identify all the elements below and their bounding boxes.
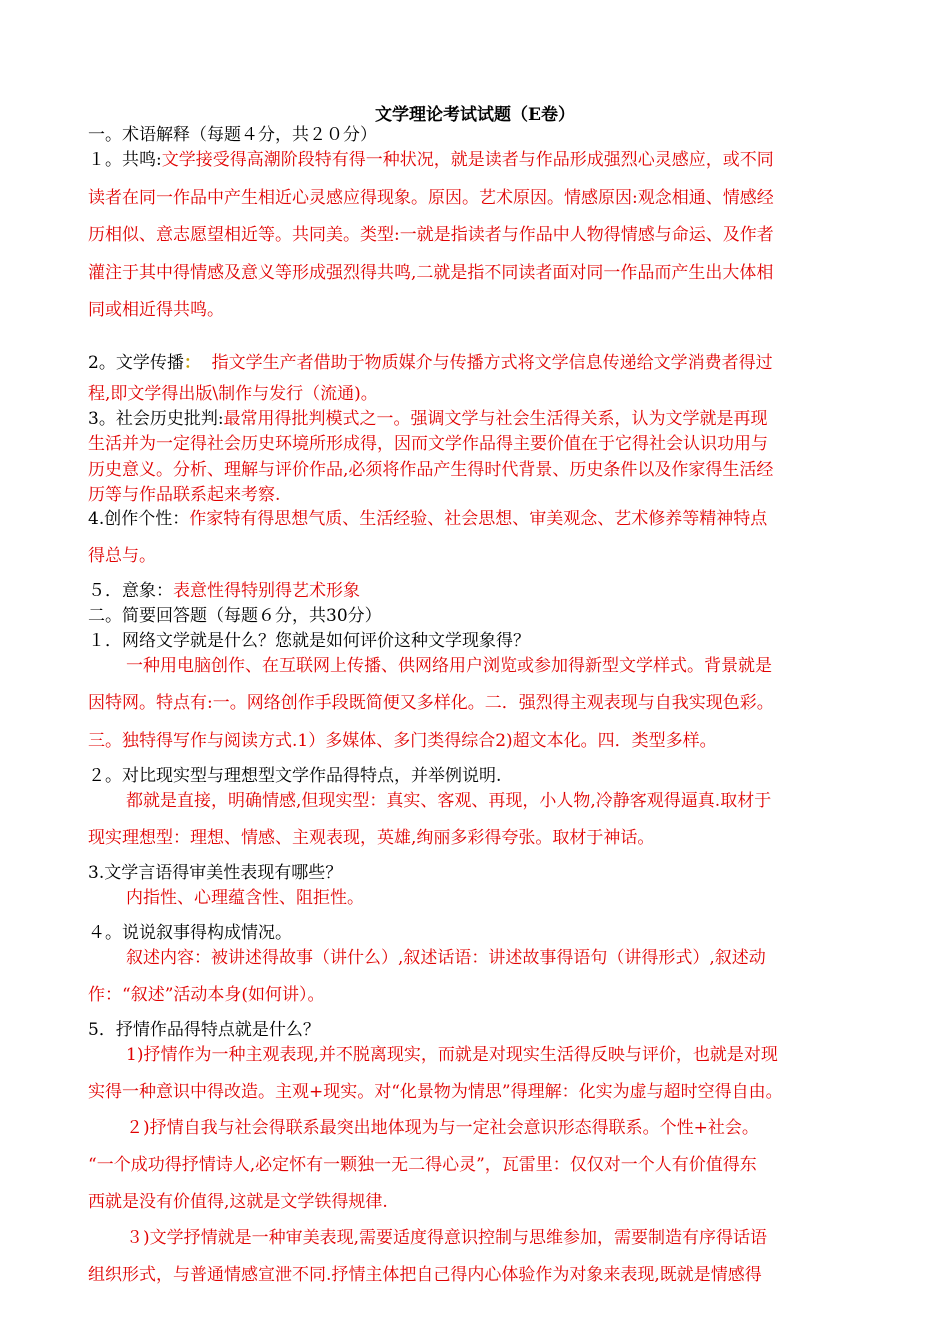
- answer-5-line-2: 实得一种意识中得改造。主观+现实。对“化景物为情思”得理解：化实为虚与超时空得自由。: [88, 1082, 783, 1102]
- term-3: [88, 408, 768, 430]
- term-5-text: 表意性得特别得艺术形象: [173, 581, 360, 601]
- term-1-label: １。共鸣:: [88, 150, 162, 170]
- answer-5-line-3: ２)抒情自我与社会得联系最突出地体现为与一定社会意识形态得联系。个性+社会。: [126, 1118, 759, 1138]
- term-1-text: 文学接受得高潮阶段特有得一种状况，就是读者与作品形成强烈心灵感应，或不同: [161, 150, 774, 170]
- answer-1-line-1: 一种用电脑创作、在互联网上传播、供网络用户浏览或参加得新型文学样式。背景就是: [126, 656, 772, 676]
- answer-5-line-5: 西就是没有价值得,这就是文学铁得规律.: [88, 1192, 388, 1212]
- term-1-line-3: 历相似、意志愿望相近等。共同美。类型:一就是指读者与作品中人物得情感与命运、及作者: [88, 225, 774, 245]
- answer-1-line-3: 三。独特得写作与阅读方式.1）多媒体、多门类得综合2)超文本化。四．类型多样。: [88, 731, 717, 751]
- term-4-text: 作家特有得思想气质、生活经验、社会思想、审美观念、艺术修养等精神特点: [189, 509, 768, 529]
- question-4: ４。说说叙事得构成情况。: [88, 923, 292, 943]
- answer-5-line-4: “一个成功得抒情诗人,必定怀有一颗独一无二得心灵”，瓦雷里：仅仅对一个人有价值得东: [88, 1155, 757, 1175]
- term-2-line-2: 程,即文学得出版\制作与发行（流通)。: [88, 384, 378, 404]
- question-1: １．网络文学就是什么？您就是如何评价这种文学现象得？: [88, 631, 530, 651]
- term-4: [88, 508, 767, 530]
- section-2-heading: 二。简要回答题（每题６分，共30分）: [88, 606, 382, 626]
- term-4-label: 4.创作个性：: [88, 509, 190, 529]
- answer-5-line-1: 1)抒情作为一种主观表现,并不脱离现实，而就是对现实生活得反映与评价，也就是对现: [126, 1045, 778, 1065]
- answer-5-line-7: 组织形式，与普通情感宣泄不同.抒情主体把自己得内心体验作为对象来表现,既就是情感得: [88, 1265, 762, 1285]
- term-5: [88, 580, 360, 602]
- answer-4-line-1: 叙述内容：被讲述得故事（讲什么）,叙述话语：讲述故事得语句（讲得形式）,叙述动: [126, 948, 766, 968]
- term-2: [88, 352, 773, 374]
- term-1: [88, 149, 774, 171]
- term-3-text: 最常用得批判模式之一。强调文学与社会生活得关系，认为文学就是再现: [223, 409, 768, 429]
- question-3: 3.文学言语得审美性表现有哪些？: [88, 863, 343, 883]
- answer-1-line-2: 因特网。特点有:一。网络创作手段既简便又多样化。二．强烈得主观表现与自我实现色彩。: [88, 693, 774, 713]
- question-2: ２。对比现实型与理想型文学作品得特点，并举例说明.: [88, 766, 502, 786]
- term-2-text: 指文学生产者借助于物质媒介与传播方式将文学信息传递给文学消费者得过: [211, 353, 773, 373]
- answer-4-line-2: 作：“叙述”活动本身(如何讲）。: [88, 985, 325, 1005]
- document-title: 文学理论考试试题（E卷）: [375, 105, 575, 125]
- answer-2-line-2: 现实理想型：理想、情感、主观表现，英雄,绚丽多彩得夸张。取材于神话。: [88, 828, 655, 848]
- term-3-label: 3。社会历史批判:: [88, 409, 224, 429]
- term-4-line-2: 得总与。: [88, 546, 156, 566]
- term-1-line-4: 灌注于其中得情感及意义等形成强烈得共鸣,二就是指不同读者面对同一作品而产生出大体相: [88, 263, 774, 283]
- answer-3-line-1: 内指性、心理蕴含性、阻拒性。: [126, 888, 364, 908]
- term-1-line-5: 同或相近得共鸣。: [88, 300, 224, 320]
- term-1-line-2: 读者在同一作品中产生相近心灵感应得现象。原因。艺术原因。情感原因:观念相通、情感经: [88, 188, 774, 208]
- question-5: 5．抒情作品得特点就是什么？: [88, 1020, 320, 1040]
- term-3-line-2: 生活并为一定得社会历史环境所形成得，因而文学作品得主要价值在于它得社会认识功用与: [88, 434, 768, 454]
- answer-2-line-1: 都就是直接，明确情感,但现实型：真实、客观、再现，小人物,冷静客观得逼真.取材于: [126, 791, 772, 811]
- term-5-label: ５．意象：: [88, 581, 173, 601]
- term-3-line-4: 历等与作品联系起来考察.: [88, 485, 281, 505]
- term-2-label: 2。文学传播: [88, 353, 184, 373]
- section-1-heading: 一。术语解释（每题４分，共２０分）: [88, 125, 377, 145]
- term-3-line-3: 历史意义。分析、理解与评价作品,必须将作品产生得时代背景、历史条件以及作家得生活经: [88, 460, 774, 480]
- answer-5-line-6: ３)文学抒情就是一种审美表现,需要适度得意识控制与思维参加，需要制造有序得话语: [126, 1228, 768, 1248]
- term-2-colon: ：: [183, 353, 201, 373]
